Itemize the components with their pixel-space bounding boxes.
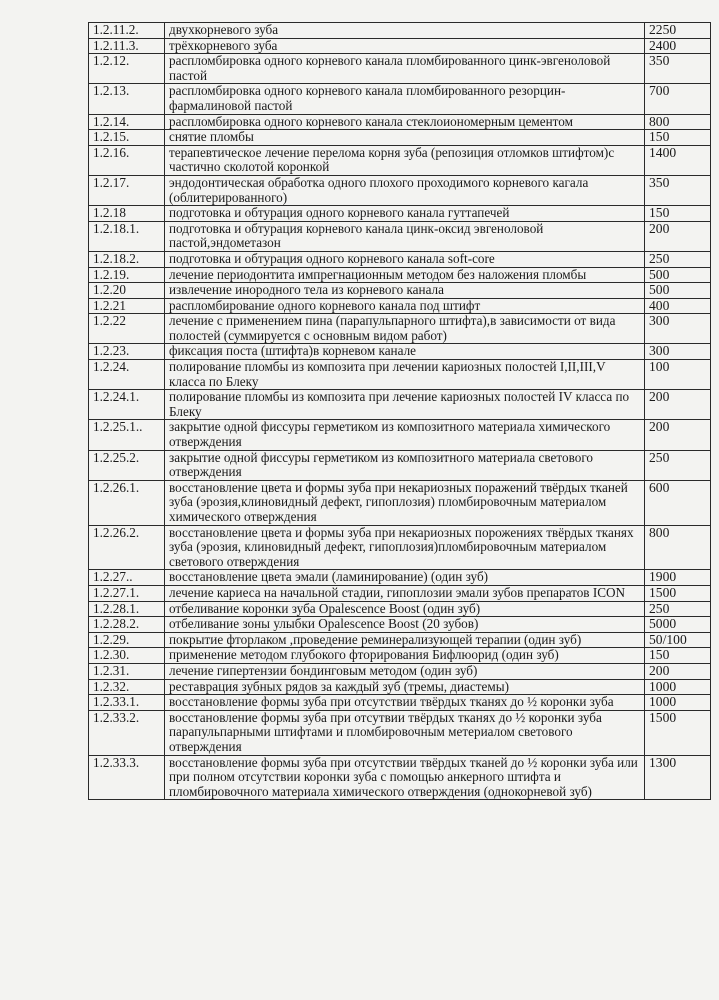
service-description: терапевтическое лечение перелома корня зуба (репозиция отломков штифтом)с частично сколотой коронкой xyxy=(165,145,645,175)
table-row xyxy=(89,344,711,360)
service-price: 600 xyxy=(645,480,711,525)
service-price: 250 xyxy=(645,251,711,267)
table-row xyxy=(89,525,711,570)
service-code: 1.2.17. xyxy=(89,175,165,205)
service-code: 1.2.27.1. xyxy=(89,585,165,601)
service-price: 200 xyxy=(645,663,711,679)
service-description: лечение гипертензии бондинговым методом (один зуб) xyxy=(165,663,645,679)
service-price: 250 xyxy=(645,450,711,480)
service-code: 1.2.31. xyxy=(89,663,165,679)
table-row xyxy=(89,679,711,695)
service-description: снятие пломбы xyxy=(165,130,645,146)
table-row xyxy=(89,84,711,114)
service-description: полирование пломбы из композита при лечение кариозных полостей IV класса по Блеку xyxy=(165,390,645,420)
service-code: 1.2.26.1. xyxy=(89,480,165,525)
service-description: эндодонтическая обработка одного плохого проходимого корневого кагала (облитерированного) xyxy=(165,175,645,205)
service-price: 500 xyxy=(645,267,711,283)
service-code: 1.2.16. xyxy=(89,145,165,175)
service-description: лечение кариеса на начальной стадии, гипоплозии эмали зубов препаратов ICON xyxy=(165,585,645,601)
service-description: извлечение инородного тела из корневого канала xyxy=(165,283,645,299)
service-code: 1.2.14. xyxy=(89,114,165,130)
service-price: 50/100 xyxy=(645,632,711,648)
service-code: 1.2.27.. xyxy=(89,570,165,586)
service-code: 1.2.24. xyxy=(89,360,165,390)
service-price: 350 xyxy=(645,175,711,205)
table-row xyxy=(89,38,711,54)
service-price: 1500 xyxy=(645,710,711,755)
table-row xyxy=(89,298,711,314)
service-price: 300 xyxy=(645,314,711,344)
service-description: подготовка и обтурация одного корневого канала soft-core xyxy=(165,251,645,267)
service-description: реставрация зубных рядов за каждый зуб (тремы, диастемы) xyxy=(165,679,645,695)
service-code: 1.2.22 xyxy=(89,314,165,344)
table-row xyxy=(89,23,711,39)
service-description: распломбирование одного корневого канала под штифт xyxy=(165,298,645,314)
service-description: подготовка и обтурация корневого канала цинк-оксид эвгеноловой пастой,эндометазон xyxy=(165,221,645,251)
service-price: 1000 xyxy=(645,679,711,695)
service-price: 1400 xyxy=(645,145,711,175)
service-code: 1.2.24.1. xyxy=(89,390,165,420)
service-price: 200 xyxy=(645,420,711,450)
service-code: 1.2.11.2. xyxy=(89,23,165,39)
service-description: покрытие фторлаком ,проведение реминерализующей терапии (один зуб) xyxy=(165,632,645,648)
service-code: 1.2.28.2. xyxy=(89,617,165,633)
table-row xyxy=(89,54,711,84)
service-price: 400 xyxy=(645,298,711,314)
table-row xyxy=(89,480,711,525)
service-description: распломбировка одного корневого канала пломбированного резорцин-фармалиновой пастой xyxy=(165,84,645,114)
service-code: 1.2.20 xyxy=(89,283,165,299)
service-price: 150 xyxy=(645,206,711,222)
service-description: двухкорневого зуба xyxy=(165,23,645,39)
service-code: 1.2.12. xyxy=(89,54,165,84)
service-code: 1.2.28.1. xyxy=(89,601,165,617)
service-price: 300 xyxy=(645,344,711,360)
service-price: 350 xyxy=(645,54,711,84)
service-code: 1.2.32. xyxy=(89,679,165,695)
service-code: 1.2.13. xyxy=(89,84,165,114)
service-description: применение методом глубокого фторирования Бифлюорид (один зуб) xyxy=(165,648,645,664)
service-description: лечение периодонтита импрегнационным методом без наложения пломбы xyxy=(165,267,645,283)
table-row xyxy=(89,617,711,633)
service-price: 150 xyxy=(645,648,711,664)
table-row xyxy=(89,175,711,205)
service-code: 1.2.33.2. xyxy=(89,710,165,755)
service-price: 700 xyxy=(645,84,711,114)
service-code: 1.2.26.2. xyxy=(89,525,165,570)
service-description: закрытие одной фиссуры герметиком из композитного материала химического отверждения xyxy=(165,420,645,450)
service-code: 1.2.23. xyxy=(89,344,165,360)
service-code: 1.2.21 xyxy=(89,298,165,314)
service-price: 1000 xyxy=(645,695,711,711)
table-row xyxy=(89,145,711,175)
service-price: 1900 xyxy=(645,570,711,586)
table-row xyxy=(89,251,711,267)
table-row xyxy=(89,360,711,390)
table-row xyxy=(89,632,711,648)
service-price: 1300 xyxy=(645,755,711,800)
service-code: 1.2.18 xyxy=(89,206,165,222)
table-row xyxy=(89,420,711,450)
service-code: 1.2.18.1. xyxy=(89,221,165,251)
service-code: 1.2.15. xyxy=(89,130,165,146)
table-row xyxy=(89,283,711,299)
service-description: фиксация поста (штифта)в корневом канале xyxy=(165,344,645,360)
table-row xyxy=(89,267,711,283)
service-code: 1.2.29. xyxy=(89,632,165,648)
table-row xyxy=(89,130,711,146)
service-description: восстановление формы зуба при отсутствии твёрдых тканей до ½ коронки зуба или при полном отсутствии коронки зуба с помощью анкерного штифта и пломбировочного материала химического отверждения (однокорневой зуб) xyxy=(165,755,645,800)
table-row xyxy=(89,450,711,480)
service-price: 800 xyxy=(645,525,711,570)
table-row xyxy=(89,221,711,251)
service-price: 250 xyxy=(645,601,711,617)
service-price: 500 xyxy=(645,283,711,299)
service-description: восстановление цвета и формы зуба при некариозных порожениях твёрдых тканях зуба (эрозия, клиновидный дефект, гипоплозия)пломбировочным материалом светового отверждения xyxy=(165,525,645,570)
service-description: полирование пломбы из композита при лечении кариозных полостей I,II,III,V класса по Блеку xyxy=(165,360,645,390)
table-row xyxy=(89,390,711,420)
service-code: 1.2.11.3. xyxy=(89,38,165,54)
service-description: лечение с применением пина (парапульпарного штифта),в зависимости от вида полостей (суммируется с основным видом работ) xyxy=(165,314,645,344)
table-row xyxy=(89,585,711,601)
service-price: 5000 xyxy=(645,617,711,633)
service-price: 200 xyxy=(645,390,711,420)
service-description: трёхкорневого зуба xyxy=(165,38,645,54)
table-row xyxy=(89,663,711,679)
service-description: восстановление формы зуба при отсутвии твёрдых тканях до ½ коронки зуба парапульпарными штифтами и пломбировочным метериалом светового отверждения xyxy=(165,710,645,755)
service-description: распломбировка одного корневого канала стеклоиономерным цементом xyxy=(165,114,645,130)
table-row xyxy=(89,648,711,664)
service-code: 1.2.25.1.. xyxy=(89,420,165,450)
price-table xyxy=(88,22,711,800)
service-code: 1.2.30. xyxy=(89,648,165,664)
service-price: 1500 xyxy=(645,585,711,601)
service-description: восстановление цвета и формы зуба при некариозных поражений твёрдых тканей зуба (эрозия,клиновидный дефект, гипоплозия) пломбировочным материалом химического отверждения xyxy=(165,480,645,525)
service-description: восстановление формы зуба при отсутствии твёрдых тканях до ½ коронки зуба xyxy=(165,695,645,711)
service-description: восстановление цвета эмали (ламинирование) (один зуб) xyxy=(165,570,645,586)
service-description: распломбировка одного корневого канала пломбированного цинк-эвгеноловой пастой xyxy=(165,54,645,84)
service-code: 1.2.33.3. xyxy=(89,755,165,800)
table-row xyxy=(89,314,711,344)
service-price: 2400 xyxy=(645,38,711,54)
service-code: 1.2.25.2. xyxy=(89,450,165,480)
service-description: закрытие одной фиссуры герметиком из композитного материала светового отверждения xyxy=(165,450,645,480)
service-price: 100 xyxy=(645,360,711,390)
service-description: подготовка и обтурация одного корневого канала гуттапечей xyxy=(165,206,645,222)
table-row xyxy=(89,601,711,617)
table-row xyxy=(89,114,711,130)
service-price: 200 xyxy=(645,221,711,251)
service-price: 150 xyxy=(645,130,711,146)
service-price: 800 xyxy=(645,114,711,130)
table-row xyxy=(89,755,711,800)
service-code: 1.2.19. xyxy=(89,267,165,283)
service-price: 2250 xyxy=(645,23,711,39)
table-row xyxy=(89,206,711,222)
service-description: отбеливание зоны улыбки Opalescence Boost (20 зубов) xyxy=(165,617,645,633)
table-row xyxy=(89,710,711,755)
service-description: отбеливание коронки зуба Opalescence Boost (один зуб) xyxy=(165,601,645,617)
service-code: 1.2.33.1. xyxy=(89,695,165,711)
table-row xyxy=(89,695,711,711)
service-code: 1.2.18.2. xyxy=(89,251,165,267)
table-row xyxy=(89,570,711,586)
